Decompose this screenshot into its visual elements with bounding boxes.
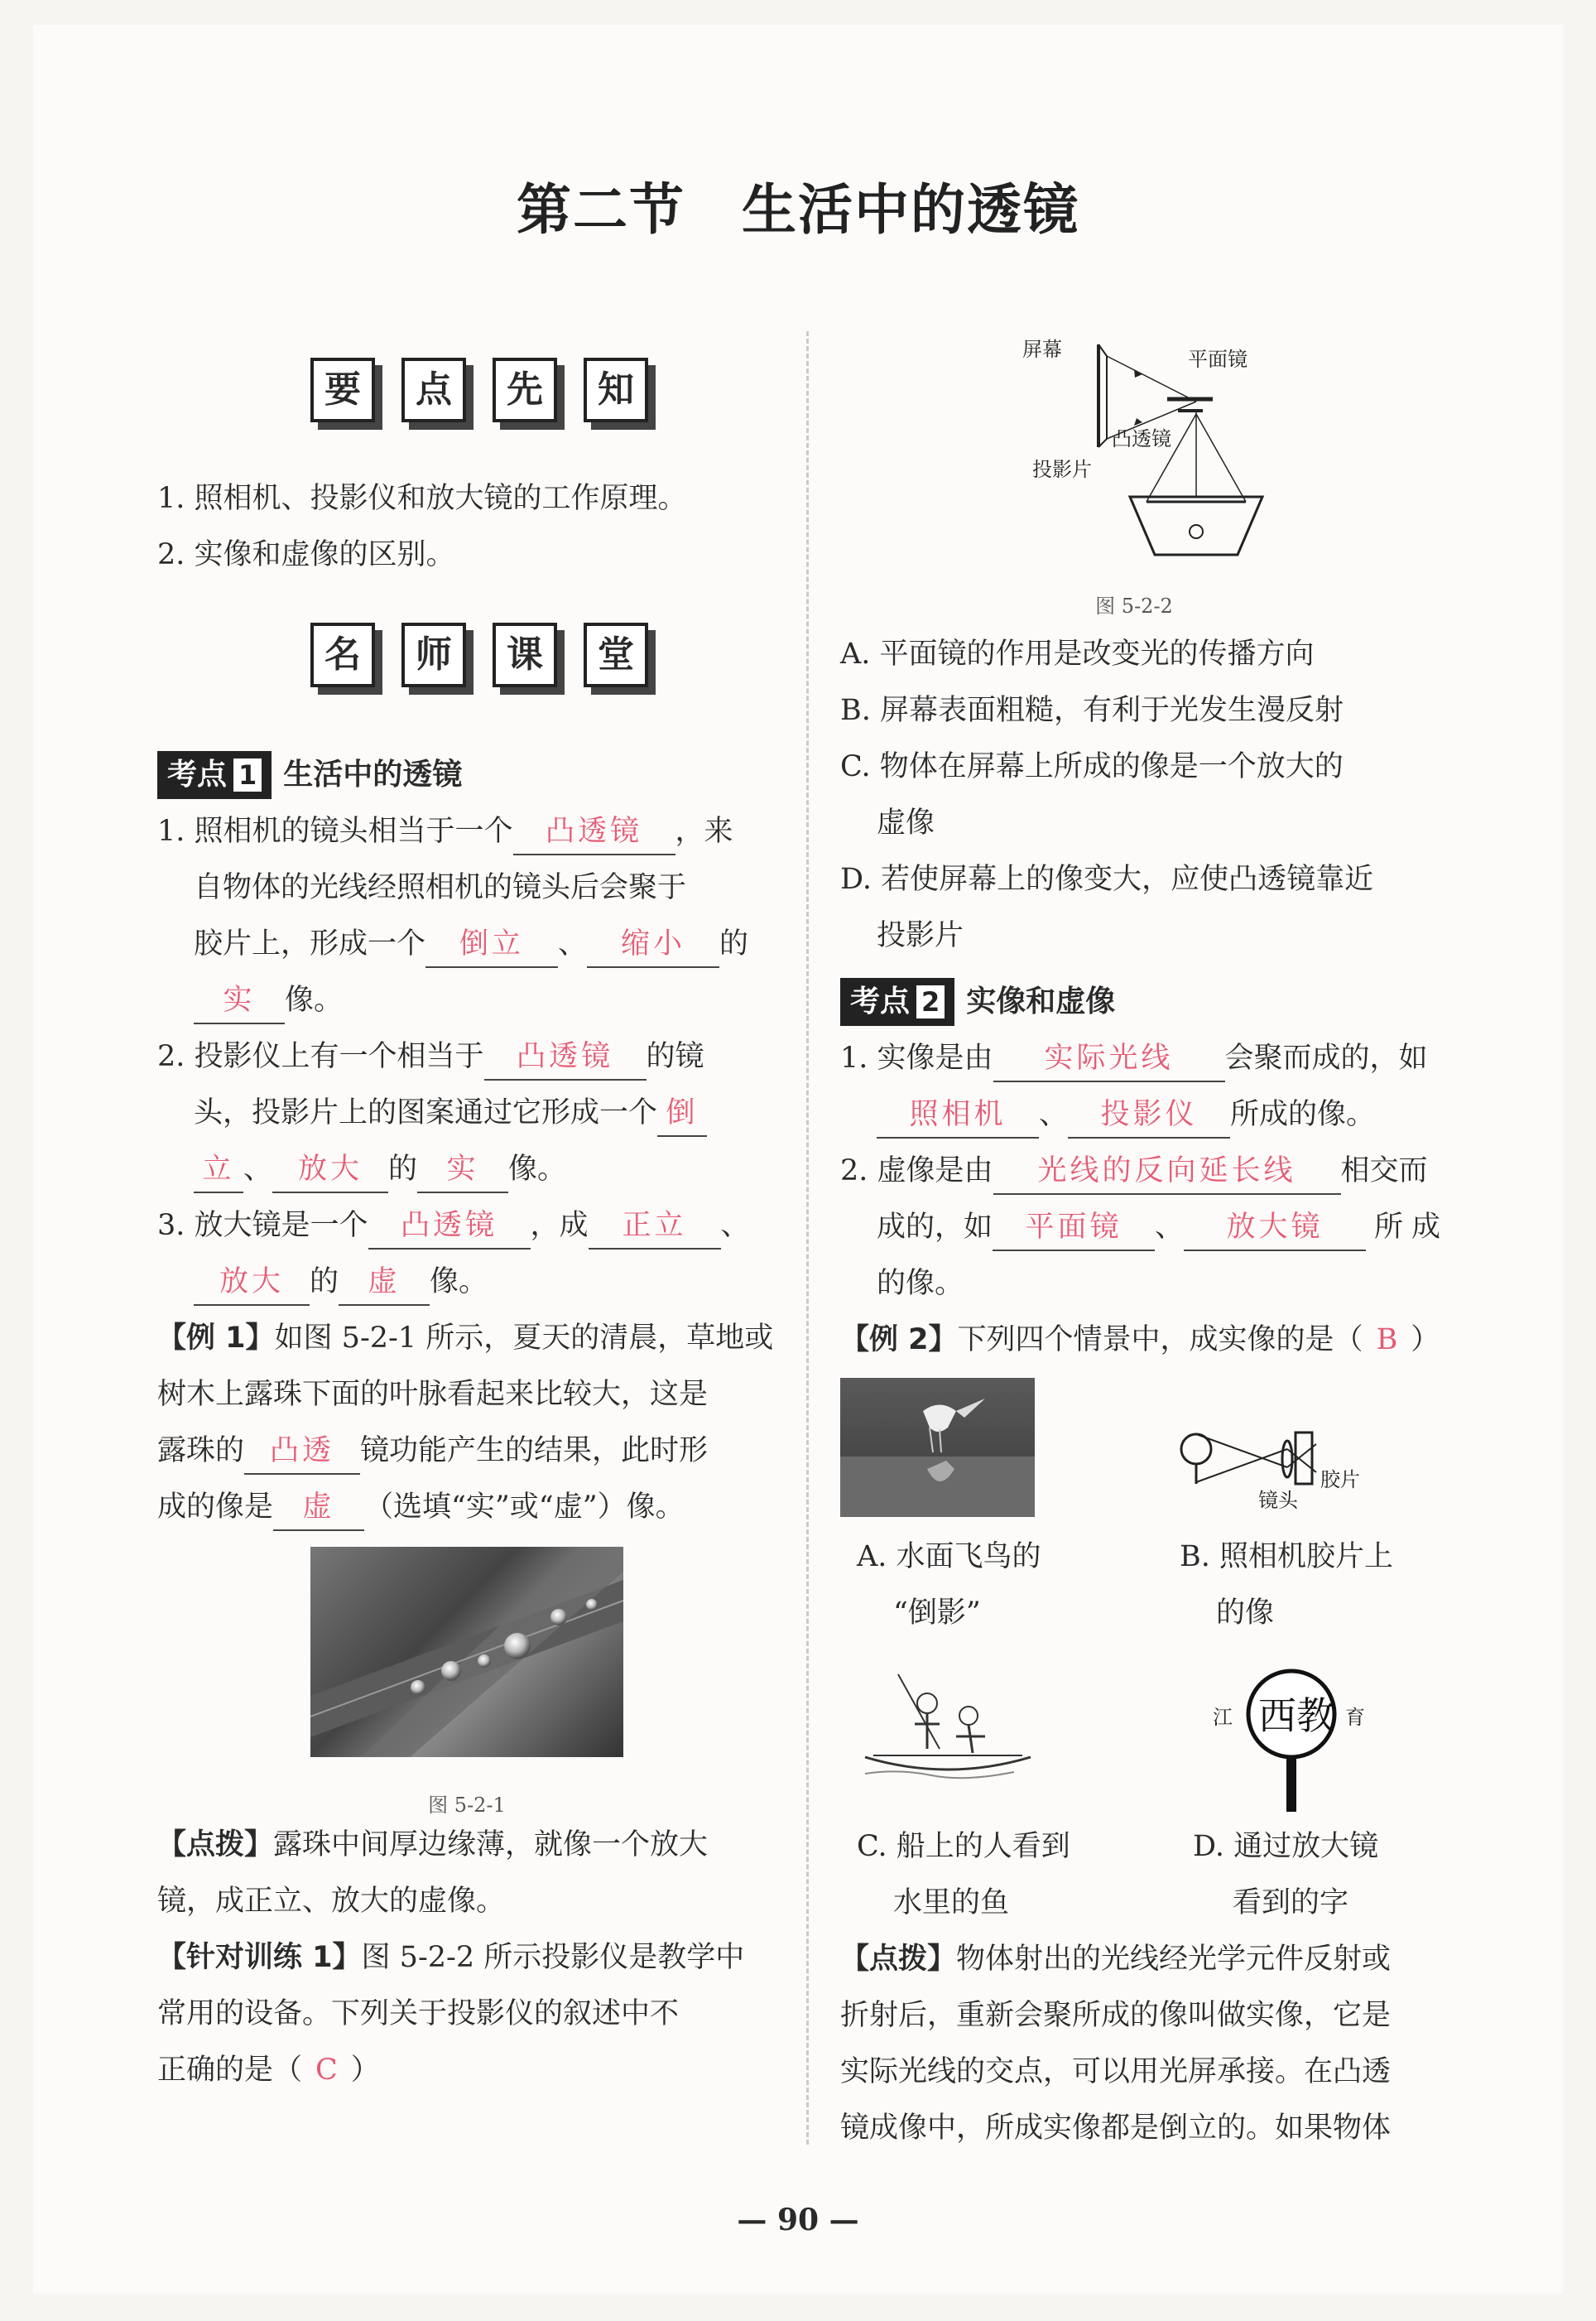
label-slide: 投影片 [1032,458,1092,481]
figure-5-2-2-caption: 图 5-2-2 [1095,595,1173,618]
answer-blank: 倒 [657,1091,707,1137]
projector-diagram [997,323,1271,563]
answer-blank: 凸透镜 [368,1203,531,1250]
page-number: — 90 — [737,2203,859,2237]
label-screen: 屏幕 [1022,338,1062,361]
answer-blank: 投影仪 [1068,1092,1230,1139]
option-d-text: D. 通过放大镜 看到的字 [1193,1830,1379,1919]
example-2: 【例 2】下列四个情景中，成实像的是（ B ） [840,1323,1440,1356]
label-lens: 凸透镜 [1112,427,1171,450]
boat-fishing-drawing [848,1666,1047,1790]
label-text-left: 江 [1213,1706,1233,1729]
kaodian-1-header: 考点 1 生活中的透镜 [157,747,462,803]
label-mirror: 平面镜 [1188,348,1247,371]
answer-blank: 虚 [273,1485,364,1531]
heading-key-points: 要 点 先 知 [310,358,648,422]
real-image-item: 1. 实像是由 实际光线 会聚而成的，如 照相机 、 投影仪 所成的像。 [840,1030,1457,1143]
answer-blank: 凸透镜 [513,809,675,855]
option-a-text: A. 水面飞鸟的 “倒影” [857,1540,1041,1630]
magnified-text: 西教 [1258,1693,1334,1738]
label-text-right: 育 [1345,1706,1365,1729]
figure-5-2-1-caption: 图 5-2-1 [428,1794,506,1817]
question-1: 1. 照相机的镜头相当于一个 凸透镜 ，来 自物体的光线经照相机的镜头后会聚于 胶片上，形成一个 倒立 、 缩小 的 实 像。 [157,803,774,1028]
question-2: 2. 投影仪上有一个相当于 凸透镜 的镜 头，投影片上的图案通过它形成一个 倒 立 、 放大 的 实 像。 [157,1028,774,1197]
answer-mark: B [1376,1323,1398,1356]
answer-blank: 实际光线 [993,1036,1225,1082]
answer-blank: 放大 [272,1147,388,1193]
intro-item-2: 2. 实像和虚像的区别。 [157,538,455,571]
virtual-image-item: 2. 虚像是由 光线的反向延长线 相交而 成的，如 平面镜 、 放大镜 所成 的像。 [840,1143,1457,1312]
intro-item-1: 1. 照相机、投影仪和放大镜的工作原理。 [157,482,687,515]
answer-blank: 缩小 [587,922,719,968]
answer-blank: 倒立 [425,922,558,968]
answer-blank: 凸透镜 [484,1034,647,1081]
training-1: 【针对训练 1】图 5-2-2 所示投影仪是教学中 常用的设备。下列关于投影仪的叙述中不 正确的是（ C ） [157,1941,745,2087]
answer-blank: 虚 [339,1259,430,1306]
page-title: 第二节 生活中的透镜 [517,177,1079,242]
option-b-text: B. 照相机胶片上 的像 [1180,1540,1393,1630]
bird-reflection-photo [840,1378,1035,1517]
dewdrop-photo [310,1547,623,1757]
question-3: 3. 放大镜是一个 凸透镜 ，成 正立 、 放大 的 虚 像。 [157,1197,774,1310]
answer-blank: 放大 [194,1259,310,1306]
answer-blank: 凸透 [244,1428,360,1475]
answer-blank: 实 [417,1147,508,1193]
column-divider [806,331,809,2145]
answer-mark: C [315,2054,338,2087]
options-list-1: A. 平面镜的作用是改变光的传播方向 B. 屏幕表面粗糙，有利于光发生漫反射 C. 物体在屏幕上所成的像是一个放大的 虚像 D. 若使屏幕上的像变大，应使凸透镜靠近 投影片 [840,638,1374,952]
magnifier-drawing [1196,1664,1411,1813]
label-camera-lens: 镜头 [1258,1489,1298,1512]
answer-blank: 平面镜 [993,1205,1155,1251]
answer-blank: 立 [194,1147,243,1193]
label-film: 胶片 [1320,1468,1360,1491]
answer-blank: 实 [194,978,285,1024]
answer-blank: 正立 [589,1203,721,1250]
option-c-text: C. 船上的人看到 水里的鱼 [857,1830,1070,1919]
heading-classroom: 名 师 课 堂 [310,623,648,687]
answer-blank: 照相机 [877,1092,1039,1139]
example-1: 【例 1】如图 5-2-1 所示，夏天的清晨，草地或 树木上露珠下面的叶脉看起来比较大，这是 露珠的 凸透 镜功能产生的结果，此时形 成的像是 虚 （选填“实”或“虚”）像。 [157,1310,774,1535]
answer-blank: 放大镜 [1184,1205,1366,1251]
kaodian-2-header: 考点 2 实像和虚像 [840,974,1115,1030]
tip-2: 【点拨】物体射出的光线经光学元件反射或 折射后，重新会聚所成的像叫做实像，它是 实际光线的交点，可以用光屏承接。在凸透 镜成像中，所成实像都是倒立的。如果物体 [840,1943,1392,2145]
tip-1: 【点拨】露珠中间厚边缘薄，就像一个放大 镜，成正立、放大的虚像。 [157,1828,709,1918]
answer-blank: 光线的反向延长线 [993,1148,1341,1195]
camera-film-diagram [1171,1408,1403,1515]
